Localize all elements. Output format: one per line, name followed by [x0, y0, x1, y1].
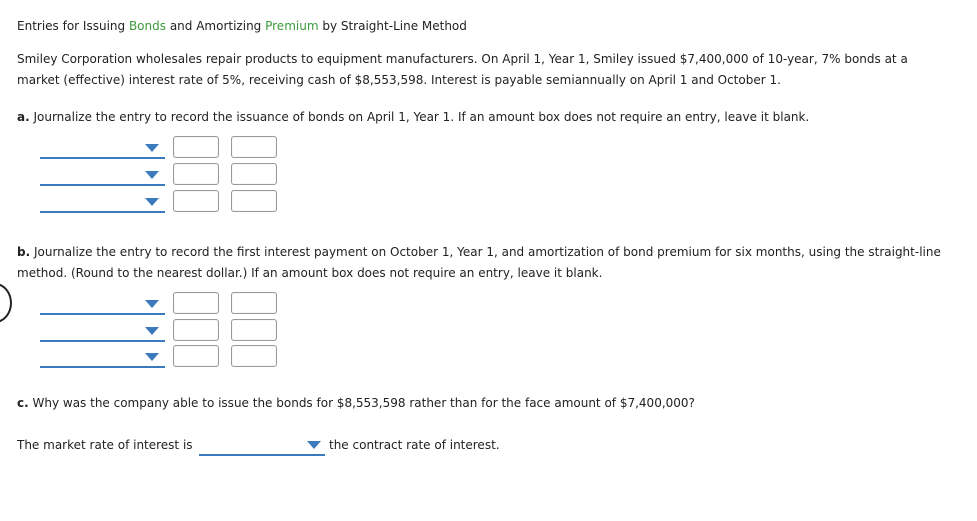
debit-input[interactable]: [173, 345, 219, 367]
credit-input[interactable]: [231, 345, 277, 367]
debit-input[interactable]: [173, 319, 219, 341]
account-dropdown[interactable]: [40, 293, 165, 315]
page-title: [17, 19, 467, 33]
account-dropdown[interactable]: [40, 164, 165, 186]
chevron-down-icon: [145, 171, 159, 179]
cursor-circle-icon: [0, 283, 12, 323]
debit-input[interactable]: [173, 136, 219, 158]
title-text: Entries for Issuing: [17, 19, 129, 33]
account-dropdown[interactable]: [40, 346, 165, 368]
debit-input[interactable]: [173, 292, 219, 314]
rate-comparison-dropdown[interactable]: [199, 436, 325, 456]
part-letter: c.: [17, 396, 29, 410]
debit-input[interactable]: [173, 190, 219, 212]
part-b-instructions-1: [17, 245, 941, 259]
chevron-down-icon: [145, 198, 159, 206]
answer-c-suffix: the contract rate of interest.: [329, 438, 500, 452]
premium-link[interactable]: Premium: [265, 19, 319, 33]
credit-input[interactable]: [231, 136, 277, 158]
credit-input[interactable]: [231, 190, 277, 212]
part-a-instructions: [17, 110, 809, 124]
chevron-down-icon: [145, 327, 159, 335]
chevron-down-icon: [145, 353, 159, 361]
account-dropdown[interactable]: [40, 137, 165, 159]
credit-input[interactable]: [231, 163, 277, 185]
credit-input[interactable]: [231, 319, 277, 341]
part-b-instructions-2: method. (Round to the nearest dollar.) If an amount box does not require an entry, leave it blank.: [17, 266, 603, 280]
chevron-down-icon: [145, 144, 159, 152]
chevron-down-icon: [307, 441, 321, 449]
part-text: Journalize the entry to record the issuance of bonds on April 1, Year 1. If an amount box does not require an entry, leave it blank.: [29, 110, 810, 124]
intro-line-1: Smiley Corporation wholesales repair products to equipment manufacturers. On April 1, Year 1, Smiley issued $7,400,000 of 10-year, 7% bonds at a: [17, 52, 908, 66]
debit-input[interactable]: [173, 163, 219, 185]
account-dropdown[interactable]: [40, 191, 165, 213]
credit-input[interactable]: [231, 292, 277, 314]
answer-c-prefix: The market rate of interest is: [17, 438, 193, 452]
part-letter: b.: [17, 245, 31, 259]
chevron-down-icon: [145, 300, 159, 308]
account-dropdown[interactable]: [40, 320, 165, 342]
bonds-link[interactable]: Bonds: [128, 19, 167, 33]
part-letter: a.: [17, 110, 30, 124]
part-text: Why was the company able to issue the bonds for $8,553,598 rather than for the face amount of $7,400,000?: [28, 396, 695, 410]
part-text: Journalize the entry to record the first interest payment on October 1, Year 1, and amortization of bond premium for six months, using the straight-line: [30, 245, 941, 259]
intro-line-2: market (effective) interest rate of 5%, receiving cash of $8,553,598. Interest is payable semiannually on April 1 and October 1.: [17, 73, 781, 87]
part-c-question: [17, 396, 695, 410]
title-text: and Amortizing: [166, 19, 266, 33]
title-text: by Straight-Line Method: [318, 19, 467, 33]
